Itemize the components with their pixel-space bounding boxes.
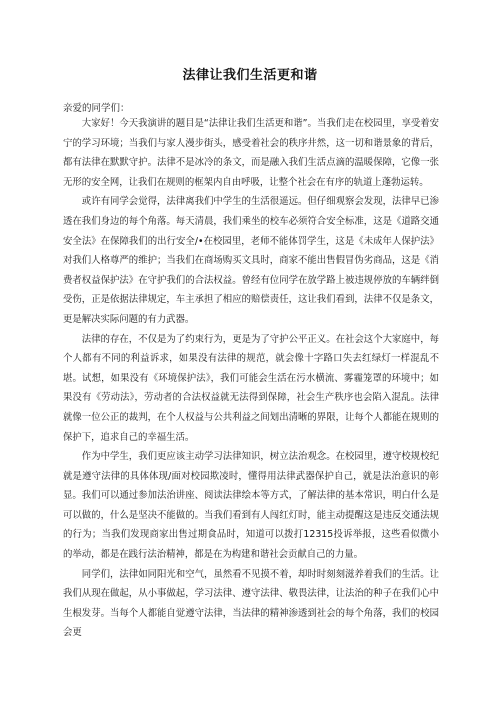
paragraph: 作为中学生，我们更应该主动学习法律知识，树立法治观念。在校园里，遵守校规校纪就是遵守法律的具体体现/面对校园欺凌时，懂得用法律武器保护自己，就是法治意识的彰显。我们可以通过参加法治讲座、阅读法律绘本等方式，了解法律的基本常识，明白什么是可以做的，什么是坚决不能做的。当我们看到有人闯红灯时，能主动提醒这是违反交通法规的行为；当我们发现商家出售过期食品时，知道可以拨打12315投诉举报，这些看似微小的举动，都是在践行法治精神，都是在为构建和谐社会贡献自己的力量。 (63, 451, 439, 561)
salutation: 亲爱的同学们： (63, 103, 130, 114)
paragraph: 同学们，法律如同阳光和空气，虽然看不见摸不着，却时时刻刻滋养着我们的生活。让我们从现在做起，从小事做起，学习法律、遵守法律、敬畏法律，让法治的种子在我们心中生根发芽。当每个人都能自觉遵守法律，当法律的精神渗透到社会的每个角落，我们的校园会更 (63, 568, 439, 639)
paragraph: 或许有同学会觉得，法律离我们中学生的生活很遥远。但仔细观察会发现，法律早已渗透在我们身边的每个角落。每天清晨，我们乘坐的校车必须符合安全标准，这是《道路交通安全法》在保障我们的出行安全/•在校园里，老师不能体罚学生，这是《未成年人保护法》对我们人格尊严的维护；当我们在商场购买文具时，商家不能出售假冒伪劣商品，这是《消费者权益保护法》在守护我们的合法权益。曾经有位同学在放学路上被违规停放的车辆绊倒受伤，正是依据法律规定，车主承担了相应的赔偿责任，这让我们看到，法律不仅是条文，更是解决实际问题的有力武器。 (63, 196, 439, 325)
document-body (63, 114, 439, 643)
paragraph: 法律的存在，不仅是为了约束行为，更是为了守护公平正义。在社会这个大家庭中，每个人都有不同的利益诉求，如果没有法律的规范，就会像十字路口失去红绿灯一样混乱不堪。试想，如果没有《环境保护法》，我们可能会生活在污水横流、雾霾笼罩的环境中；如果没有《劳动法》，劳动者的合法权益就无法得到保障，社会生产秩序也会陷入混乱。法律就像一位公正的裁判，在个人权益与公共利益之间划出清晰的界限，让每个人都能在规则的保护下，追求自己的幸福生活。 (63, 333, 439, 443)
paragraph: 大家好！今天我演讲的题目是“法律让我们生活更和谐”。当我们走在校园里，享受着安宁的学习环境；当我们与家人漫步街头，感受着社会的秩序井然，这一切和谐景象的背后，都有法律在默默守护。法律不是冰冷的条文，而是融入我们生活点滴的温暖保障，它像一张无形的安全网，让我们在规则的框架内自由呼吸，让整个社会在有序的轨道上蓬勃运转。 (63, 118, 439, 188)
document-title: 法律让我们生活更和谐 (182, 68, 318, 83)
